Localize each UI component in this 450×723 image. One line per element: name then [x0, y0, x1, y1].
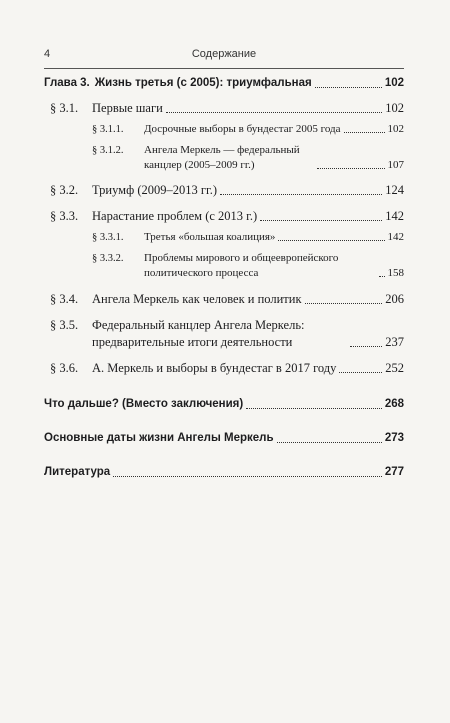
leader-dots: [305, 303, 383, 304]
leader-dots: [317, 168, 385, 169]
toc-entry-title: Основные даты жизни Ангелы Меркель: [44, 432, 274, 444]
toc-entry-page: 237: [385, 335, 404, 349]
toc-entry-page: 142: [387, 231, 404, 243]
toc-entry-page: 102: [385, 101, 404, 115]
toc-entry-page: 107: [387, 159, 404, 171]
toc-entry-page: 206: [385, 292, 404, 306]
running-head-title: Содержание: [191, 48, 257, 60]
toc-entry-title: Ангела Меркель как человек и политик: [92, 292, 302, 306]
header-rule: [44, 68, 404, 69]
toc-entry-title: Федеральный канцлер Ангела Меркель: предварительные итоги деятельности: [92, 318, 305, 349]
toc-entry-conclusion: [44, 396, 404, 413]
toc-entry-3-1: [44, 100, 404, 117]
running-head: [44, 48, 404, 66]
toc-entry-title: Триумф (2009–2013 гг.): [92, 183, 217, 197]
toc-entry-chapter-3: [44, 75, 404, 92]
toc-entry-page: 268: [384, 398, 404, 410]
leader-dots: [278, 240, 384, 241]
leader-dots: [166, 112, 382, 113]
toc-entry-label: § 3.1.: [50, 101, 79, 115]
leader-dots: [260, 220, 382, 221]
leader-dots: [220, 194, 382, 195]
toc-entry-label: § 3.5.: [50, 318, 79, 332]
toc-entry-title: Жизнь третья (с 2005): триумфальная: [94, 77, 312, 89]
table-of-contents: [44, 72, 404, 481]
toc-entry-3-3: [44, 208, 404, 225]
toc-entry-title: Литература: [44, 466, 111, 478]
toc-entry-title: Первые шаги: [92, 101, 163, 115]
leader-dots: [113, 476, 382, 477]
leader-dots: [246, 408, 382, 409]
leader-dots: [344, 132, 385, 133]
toc-entry-title: Досрочные выборы в бундестаг 2005 года: [144, 123, 341, 135]
toc-entry-page: 273: [384, 432, 404, 444]
toc-entry-title: Ангела Меркель — федеральный канцлер (2005–2009 гг.): [144, 144, 300, 171]
leader-dots: [350, 346, 382, 347]
toc-entry-title: Нарастание проблем (с 2013 г.): [92, 209, 258, 223]
toc-entry-3-1-1: [44, 122, 404, 137]
toc-entry-page: 102: [384, 77, 404, 89]
toc-entry-label: § 3.6.: [50, 361, 79, 375]
toc-entry-page: 124: [385, 183, 404, 197]
toc-entry-label: Глава 3.: [44, 77, 90, 89]
toc-entry-page: 252: [385, 361, 404, 375]
toc-entry-3-2: [44, 182, 404, 199]
toc-entry-label: § 3.1.2.: [92, 145, 124, 156]
toc-entry-3-4: [44, 291, 404, 308]
toc-entry-label: § 3.2.: [50, 183, 79, 197]
leader-dots: [339, 372, 382, 373]
toc-entry-label: § 3.3.: [50, 209, 79, 223]
toc-entry-label: § 3.4.: [50, 292, 79, 306]
toc-entry-page: 142: [385, 209, 404, 223]
leader-dots: [379, 276, 385, 277]
toc-entry-title: Что дальше? (Вместо заключения): [44, 398, 244, 410]
toc-entry-3-5: [44, 317, 404, 351]
leader-dots: [315, 87, 382, 88]
page-number: 4: [44, 48, 51, 60]
toc-entry-title: Третья «большая коалиция»: [144, 231, 276, 243]
toc-entry-3-6: [44, 360, 404, 377]
toc-entry-label: § 3.3.1.: [92, 232, 124, 243]
toc-entry-3-3-2: [44, 251, 404, 281]
toc-entry-label: § 3.3.2.: [92, 253, 124, 264]
toc-entry-literature: [44, 464, 404, 481]
toc-entry-key-dates: [44, 430, 404, 447]
toc-entry-title: Проблемы мирового и общеевропейского политического процесса: [144, 252, 339, 279]
toc-entry-page: 102: [387, 123, 404, 135]
toc-entry-page: 158: [387, 267, 404, 279]
toc-entry-page: 277: [384, 466, 404, 478]
toc-entry-3-1-2: [44, 143, 404, 173]
toc-entry-title: А. Меркель и выборы в бундестаг в 2017 году: [92, 361, 337, 375]
leader-dots: [277, 442, 382, 443]
toc-entry-3-3-1: [44, 230, 404, 245]
toc-entry-label: § 3.1.1.: [92, 124, 124, 135]
